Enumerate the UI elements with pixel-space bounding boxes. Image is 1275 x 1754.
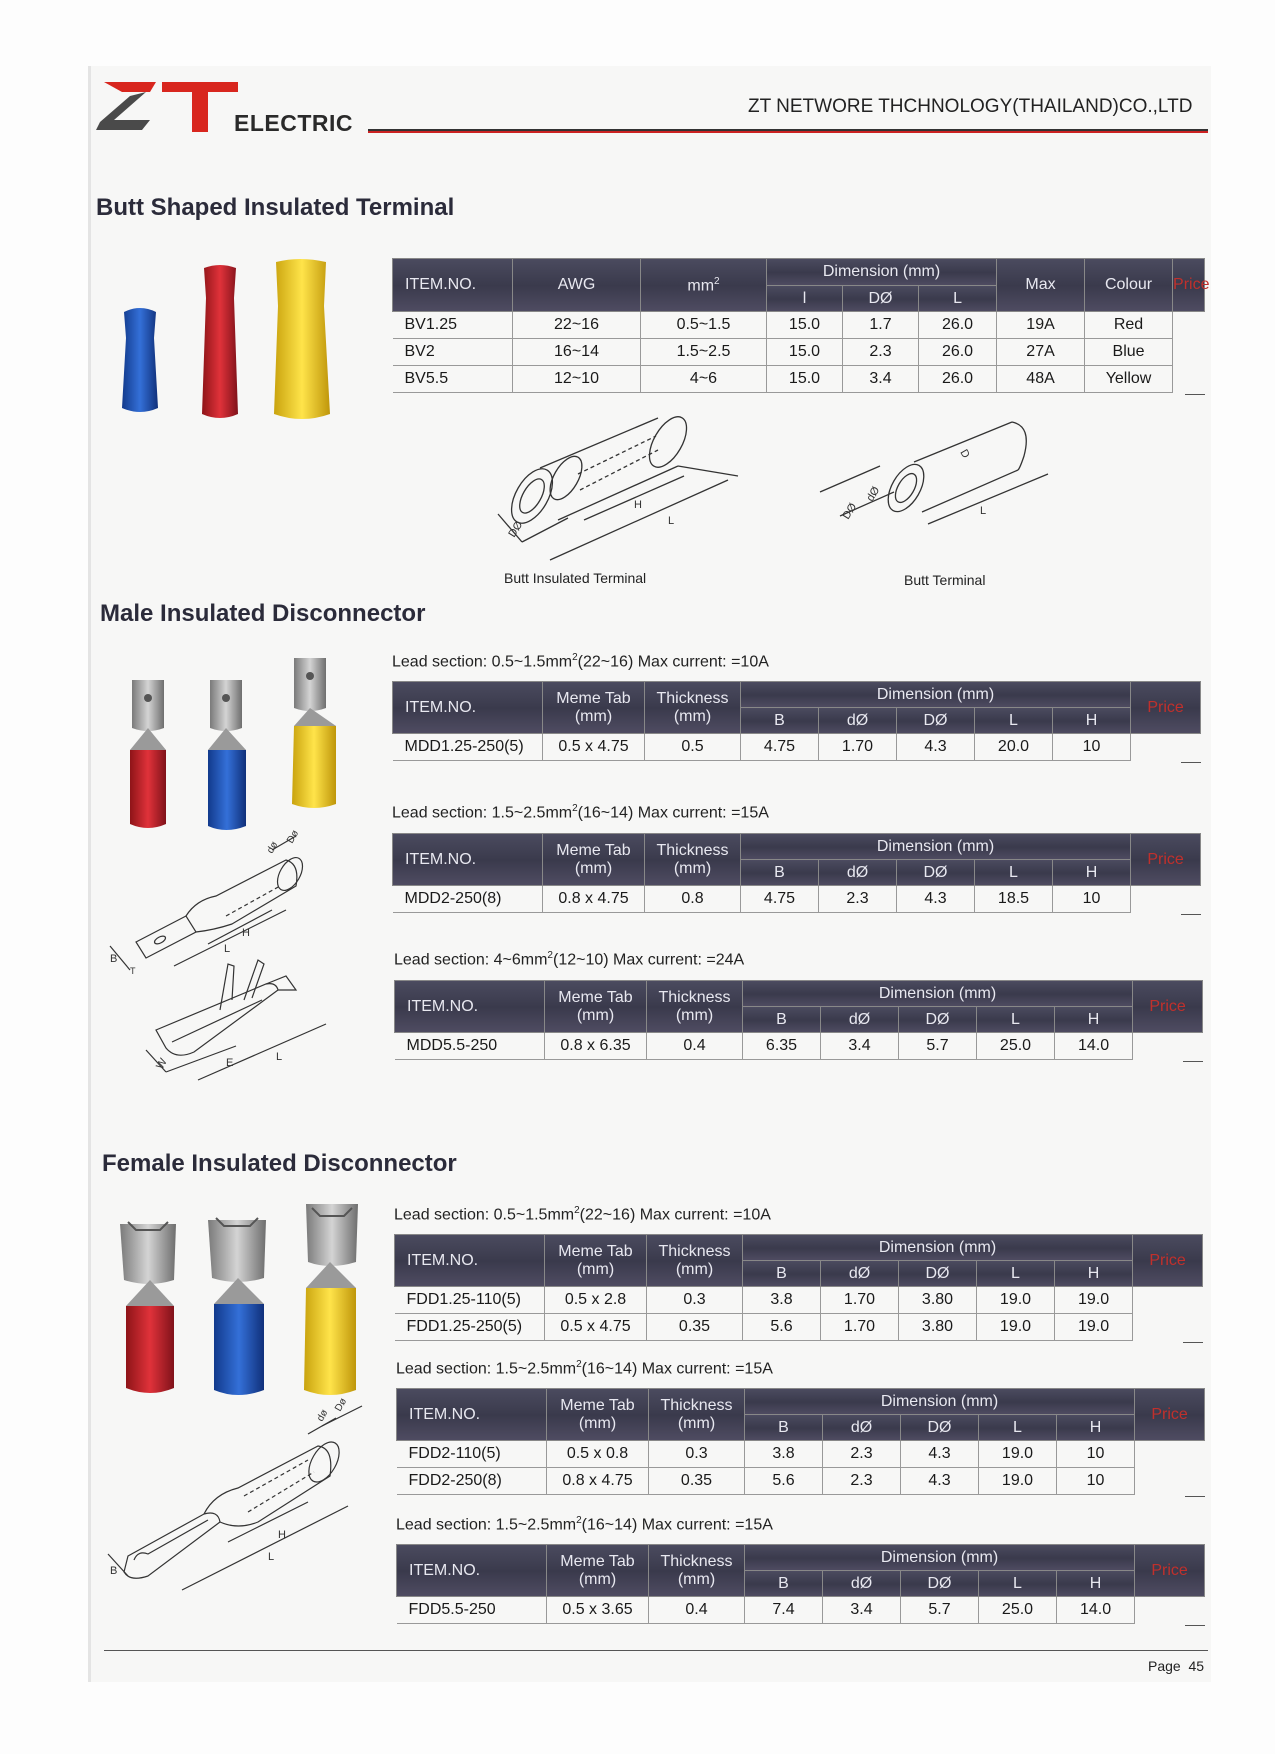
col-price: Price <box>1131 834 1201 886</box>
label-dd: DØ <box>840 501 860 522</box>
cell-thick: 0.3 <box>649 1441 745 1468</box>
col-d: dØ <box>821 1261 899 1287</box>
cell-awg: 12~10 <box>513 366 641 393</box>
cell-price <box>1173 366 1205 393</box>
col-l: L <box>975 860 1053 886</box>
col-dd: DØ <box>899 1261 977 1287</box>
cell-item: MDD2-250(8) <box>393 886 543 913</box>
col-b: B <box>741 860 819 886</box>
col-d: dØ <box>823 1571 901 1597</box>
label-l: L <box>668 515 675 527</box>
cell-item: BV5.5 <box>393 366 513 393</box>
col-price: Price <box>1131 682 1201 734</box>
cell-tab: 0.5 x 4.75 <box>545 1314 647 1341</box>
company-name: ZT NETWORE THCHNOLOGY(THAILAND)CO.,LTD <box>748 96 1193 117</box>
label-l: L <box>268 1551 275 1563</box>
brand-electric: ELECTRIC <box>234 110 353 136</box>
col-h: H <box>1053 708 1131 734</box>
cell-thick: 0.3 <box>647 1287 743 1314</box>
male-lead-1: Lead section: $0.5\sim 1.5mm^2(22\sim 16)$ Max current: =10A <box>392 652 769 671</box>
table-row <box>393 312 1205 339</box>
cell-item: FDD2-250(8) <box>397 1468 547 1495</box>
col-d: dØ <box>821 1007 899 1033</box>
cell-l: 25.0 <box>979 1597 1057 1624</box>
col-l: L <box>979 1415 1057 1441</box>
col-b: B <box>745 1571 823 1597</box>
cell-item: MDD5.5-250 <box>395 1033 545 1060</box>
col-meme-tab: Meme Tab (mm) <box>545 1235 647 1287</box>
cell-h: 14.0 <box>1055 1033 1133 1060</box>
col-item-no: ITEM.NO. <box>395 981 545 1033</box>
zt-logo <box>96 76 238 134</box>
cell-price <box>1133 1287 1203 1314</box>
col-thickness: Thickness (mm) <box>645 682 741 734</box>
cell-item: FDD1.25-250(5) <box>395 1314 545 1341</box>
cell-thick: 0.4 <box>649 1597 745 1624</box>
cell-tab: 0.5 x 2.8 <box>545 1287 647 1314</box>
cell-tab: 0.5 x 3.65 <box>547 1597 649 1624</box>
col-thickness: Thickness (mm) <box>645 834 741 886</box>
cell-dd: 5.7 <box>899 1033 977 1060</box>
male-spec-table-1 <box>392 681 1201 761</box>
col-item-no: ITEM.NO. <box>397 1389 547 1441</box>
table-row <box>395 1287 1203 1314</box>
col-meme-tab: Meme Tab (mm) <box>543 834 645 886</box>
male-blank-drawing <box>136 960 346 1090</box>
col-price: Price <box>1135 1389 1205 1441</box>
cell-h: 10 <box>1057 1441 1135 1468</box>
col-price: Price <box>1135 1545 1205 1597</box>
label-l: L <box>276 1051 283 1063</box>
col-item-no: ITEM.NO. <box>393 834 543 886</box>
female-lead-3: Lead section: $1.5\sim 2.5mm^2(16\sim 14)$ Max current: =15A <box>396 1515 773 1534</box>
col-price: Price <box>1133 1235 1203 1287</box>
header-rule-red <box>368 131 1208 133</box>
cell-h: 19.0 <box>1055 1314 1133 1341</box>
cell-l: 18.5 <box>975 886 1053 913</box>
cell-b: 3.8 <box>745 1441 823 1468</box>
cell-l: 19.0 <box>977 1287 1055 1314</box>
label-h: H <box>242 927 250 939</box>
female-disconnector-photo <box>116 1204 356 1404</box>
female-spec-table-1 <box>394 1234 1203 1341</box>
cell-dd: 4.3 <box>901 1441 979 1468</box>
col-dimension: Dimension (mm) <box>767 259 997 286</box>
col-dimension: Dimension (mm) <box>741 834 1131 860</box>
col-meme-tab: Meme Tab (mm) <box>547 1389 649 1441</box>
col-l: L <box>919 286 997 312</box>
female-disconnector-drawing <box>108 1396 368 1596</box>
cell-b: 5.6 <box>743 1314 821 1341</box>
col-item-no: ITEM.NO. <box>395 1235 545 1287</box>
col-dd: DØ <box>899 1007 977 1033</box>
cell-price <box>1135 1597 1205 1624</box>
cell-b: 3.8 <box>743 1287 821 1314</box>
cell-b: 4.75 <box>741 734 819 761</box>
label-l: L <box>980 505 987 517</box>
label-e: E <box>226 1057 234 1069</box>
cell-item: BV2 <box>393 339 513 366</box>
cell-item: FDD1.25-110(5) <box>395 1287 545 1314</box>
cell-colour: Red <box>1085 312 1173 339</box>
col-thickness: Thickness (mm) <box>647 981 743 1033</box>
cell-price <box>1135 1441 1205 1468</box>
col-thickness: Thickness (mm) <box>647 1235 743 1287</box>
col-dd: DØ <box>901 1571 979 1597</box>
cell-l: 26.0 <box>919 366 997 393</box>
col-dimension: Dimension (mm) <box>745 1545 1135 1571</box>
cell-colour: Yellow <box>1085 366 1173 393</box>
col-l: L <box>977 1007 1055 1033</box>
col-mm2: $mm^2$ <box>641 259 767 312</box>
col-price: Price <box>1133 981 1203 1033</box>
label-b: B <box>110 953 118 965</box>
col-meme-tab: Meme Tab (mm) <box>547 1545 649 1597</box>
label-dd: Dø <box>333 1396 350 1414</box>
col-item-no: ITEM.NO. <box>397 1545 547 1597</box>
col-h: H <box>1055 1007 1133 1033</box>
cell-l-inner: 15.0 <box>767 312 843 339</box>
female-lead-1: Lead section: $0.5\sim 1.5mm^2(22\sim 16)$ Max current: =10A <box>394 1205 771 1224</box>
col-h: H <box>1053 860 1131 886</box>
cell-d: 2.3 <box>823 1468 901 1495</box>
male-disconnector-drawing <box>96 828 326 976</box>
butt-spec-table <box>392 258 1210 393</box>
label-dd: DØ <box>506 519 526 540</box>
male-section-title: Male Insulated Disconnector <box>100 600 426 627</box>
table-row <box>393 886 1201 913</box>
cell-l: 25.0 <box>977 1033 1055 1060</box>
table-row <box>397 1441 1205 1468</box>
table-row <box>397 1597 1205 1624</box>
label-t: T <box>130 966 136 976</box>
label-l: L <box>224 943 231 955</box>
cell-tab: 0.8 x 6.35 <box>545 1033 647 1060</box>
col-b: B <box>743 1261 821 1287</box>
caption-butt: Butt Terminal <box>904 572 986 588</box>
col-h: H <box>1057 1415 1135 1441</box>
caption-butt-insulated: Butt Insulated Terminal <box>504 570 647 586</box>
col-l: L <box>977 1261 1055 1287</box>
cell-d: 2.3 <box>819 886 897 913</box>
cell-price <box>1133 1314 1203 1341</box>
cell-h: 19.0 <box>1055 1287 1133 1314</box>
cell-l: 20.0 <box>975 734 1053 761</box>
col-item-no: ITEM.NO. <box>393 682 543 734</box>
footer-rule <box>104 1650 1208 1651</box>
female-spec-table-3 <box>396 1544 1205 1624</box>
cell-h: 10 <box>1053 734 1131 761</box>
col-awg: AWG <box>513 259 641 312</box>
butt-plain-drawing <box>820 416 1060 546</box>
cell-dd: 4.3 <box>901 1468 979 1495</box>
male-spec-table-2 <box>392 833 1201 913</box>
cell-dd: 3.80 <box>899 1287 977 1314</box>
cell-l: 19.0 <box>979 1441 1057 1468</box>
cell-h: 10 <box>1053 886 1131 913</box>
cell-b: 5.6 <box>745 1468 823 1495</box>
col-b: B <box>741 708 819 734</box>
cell-max: 48A <box>997 366 1085 393</box>
cell-h: 10 <box>1057 1468 1135 1495</box>
col-dimension: Dimension (mm) <box>743 1235 1133 1261</box>
label-h: H <box>278 1529 286 1541</box>
label-d-upper: D <box>957 447 972 461</box>
cell-tab: 0.5 x 4.75 <box>543 734 645 761</box>
col-max: Max <box>997 259 1085 312</box>
cell-item: FDD2-110(5) <box>397 1441 547 1468</box>
label-dd: Dø <box>285 828 302 846</box>
table-row <box>395 1033 1203 1060</box>
male-spec-table-3 <box>394 980 1203 1060</box>
cell-price <box>1131 886 1201 913</box>
col-h: H <box>1055 1261 1133 1287</box>
cell-l: 19.0 <box>977 1314 1055 1341</box>
cell-b: 6.35 <box>743 1033 821 1060</box>
cell-d: 1.70 <box>821 1314 899 1341</box>
cell-l-inner: 15.0 <box>767 366 843 393</box>
col-d: dØ <box>819 860 897 886</box>
female-lead-2: Lead section: $1.5\sim 2.5mm^2(16\sim 14)$ Max current: =15A <box>396 1359 773 1378</box>
col-h: H <box>1057 1571 1135 1597</box>
cell-l: 26.0 <box>919 339 997 366</box>
table-row <box>393 339 1205 366</box>
cell-price <box>1135 1468 1205 1495</box>
col-colour: Colour <box>1085 259 1173 312</box>
col-thickness: Thickness (mm) <box>649 1545 745 1597</box>
label-h: H <box>634 499 642 511</box>
cell-thick: 0.8 <box>645 886 741 913</box>
col-l: L <box>979 1571 1057 1597</box>
cell-l: 26.0 <box>919 312 997 339</box>
cell-price <box>1131 734 1201 761</box>
col-d: dØ <box>819 708 897 734</box>
cell-tab: 0.8 x 4.75 <box>547 1468 649 1495</box>
cell-thick: 0.35 <box>647 1314 743 1341</box>
cell-max: 27A <box>997 339 1085 366</box>
cell-d: 3.4 <box>821 1033 899 1060</box>
cell-colour: Blue <box>1085 339 1173 366</box>
cell-dd: 3.4 <box>843 366 919 393</box>
butt-section-title: Butt Shaped Insulated Terminal <box>96 194 455 221</box>
cell-l: 19.0 <box>979 1468 1057 1495</box>
cell-dd: 5.7 <box>901 1597 979 1624</box>
page-number: Page 45 <box>1148 1658 1205 1674</box>
col-dd: DØ <box>901 1415 979 1441</box>
cell-d: 1.70 <box>821 1287 899 1314</box>
col-d: dØ <box>823 1415 901 1441</box>
table-row <box>395 1314 1203 1341</box>
cell-awg: 16~14 <box>513 339 641 366</box>
table-row <box>393 366 1205 393</box>
col-dimension: Dimension (mm) <box>745 1389 1135 1415</box>
cell-item: MDD1.25-250(5) <box>393 734 543 761</box>
cell-price <box>1173 312 1205 339</box>
cell-item: BV1.25 <box>393 312 513 339</box>
cell-tab: 0.8 x 4.75 <box>543 886 645 913</box>
cell-price <box>1133 1033 1203 1060</box>
cell-d: 2.3 <box>823 1441 901 1468</box>
col-thickness: Thickness (mm) <box>649 1389 745 1441</box>
cell-thick: 0.35 <box>649 1468 745 1495</box>
label-d: dø <box>265 839 281 856</box>
col-b: B <box>743 1007 821 1033</box>
cell-max: 19A <box>997 312 1085 339</box>
label-d: dø <box>315 1407 331 1424</box>
cell-dd: 3.80 <box>899 1314 977 1341</box>
male-disconnector-photo <box>126 654 346 834</box>
col-dimension: Dimension (mm) <box>741 682 1131 708</box>
col-dd: DØ <box>843 286 919 312</box>
col-meme-tab: Meme Tab (mm) <box>543 682 645 734</box>
col-meme-tab: Meme Tab (mm) <box>545 981 647 1033</box>
cell-b: 4.75 <box>741 886 819 913</box>
female-section-title: Female Insulated Disconnector <box>102 1150 457 1177</box>
cell-d: 3.4 <box>823 1597 901 1624</box>
cell-dd: 4.3 <box>897 886 975 913</box>
col-item-no: ITEM.NO. <box>393 259 513 312</box>
cell-dd: 4.3 <box>897 734 975 761</box>
col-b: B <box>745 1415 823 1441</box>
male-lead-3: Lead section: $4\sim 6mm^2(12\sim 10)$ Max current: =24A <box>394 950 745 969</box>
butt-insulated-drawing <box>488 410 768 570</box>
col-dd: DØ <box>897 860 975 886</box>
cell-tab: 0.5 x 0.8 <box>547 1441 649 1468</box>
col-l-inner: l <box>767 286 843 312</box>
cell-l-inner: 15.0 <box>767 339 843 366</box>
cell-price <box>1173 339 1205 366</box>
cell-b: 7.4 <box>745 1597 823 1624</box>
butt-terminal-photo <box>120 258 340 418</box>
cell-mm2: 1.5~2.5 <box>641 339 767 366</box>
col-price: Price <box>1173 259 1205 312</box>
label-w: W <box>154 1056 170 1072</box>
cell-mm2: 0.5~1.5 <box>641 312 767 339</box>
cell-d: 1.70 <box>819 734 897 761</box>
male-lead-2: Lead section: $1.5\sim 2.5mm^2(16\sim 14)$ Max current: =15A <box>392 803 769 822</box>
cell-thick: 0.5 <box>645 734 741 761</box>
cell-thick: 0.4 <box>647 1033 743 1060</box>
cell-dd: 1.7 <box>843 312 919 339</box>
table-row <box>393 734 1201 761</box>
cell-mm2: 4~6 <box>641 366 767 393</box>
cell-awg: 22~16 <box>513 312 641 339</box>
female-spec-table-2 <box>396 1388 1205 1495</box>
cell-dd: 2.3 <box>843 339 919 366</box>
col-dimension: Dimension (mm) <box>743 981 1133 1007</box>
cell-item: FDD5.5-250 <box>397 1597 547 1624</box>
table-row <box>397 1468 1205 1495</box>
col-dd: DØ <box>897 708 975 734</box>
label-d: dØ <box>864 484 883 504</box>
label-b: B <box>110 1565 118 1577</box>
cell-h: 14.0 <box>1057 1597 1135 1624</box>
col-l: L <box>975 708 1053 734</box>
